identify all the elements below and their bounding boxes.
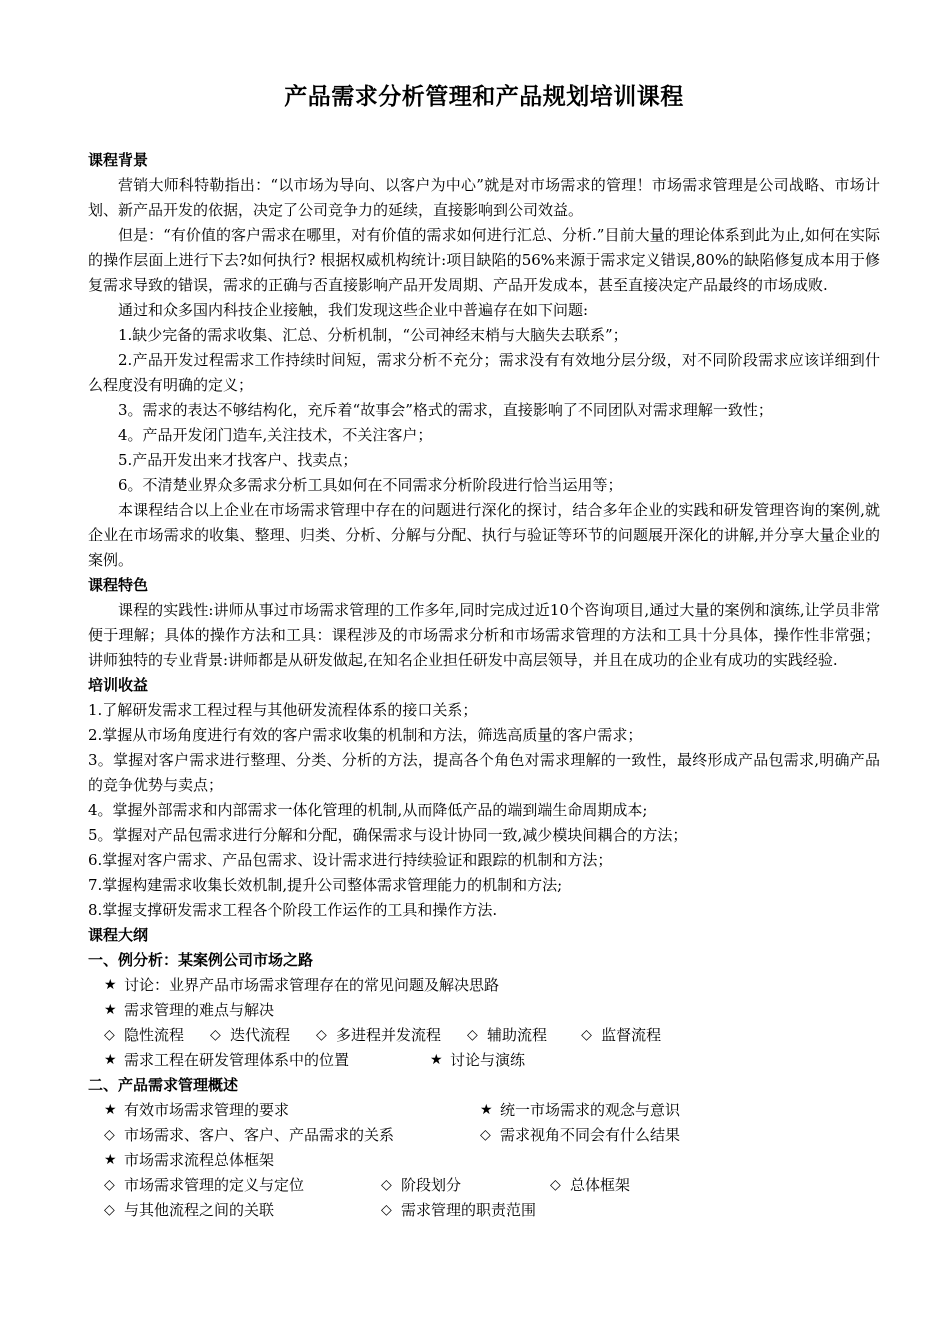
outline-entry-label: 需求工程在研发管理体系中的位置 <box>124 1051 350 1069</box>
outline-entry <box>550 1173 630 1198</box>
benefit-item: 4。掌握外部需求和内部需求一体化管理的机制,从而降低产品的端到端生命周期成本; <box>88 801 648 819</box>
outline-row <box>88 1098 880 1123</box>
outline-entry <box>104 1173 381 1198</box>
outline-entry-label: 多进程并发流程 <box>336 1026 442 1044</box>
star-icon: ★ <box>104 1102 117 1118</box>
diamond-icon: ◇ <box>381 1202 392 1218</box>
diamond-icon: ◇ <box>104 1202 115 1218</box>
outline-entry-label: 隐性流程 <box>124 1026 185 1044</box>
diamond-icon: ◇ <box>467 1027 478 1043</box>
document-page <box>88 80 880 1223</box>
paragraph: 营销大师科特勒指出：“以市场为导向、以客户为中心”就是对市场需求的管理！市场需求管理是公司战略、市场计划、新产品开发的依据，决定了公司竞争力的延续，直接影响到公司效益。 <box>88 176 880 219</box>
outline-entry <box>381 1173 550 1198</box>
diamond-icon: ◇ <box>381 1177 392 1193</box>
star-icon: ★ <box>480 1102 493 1118</box>
outline-entry <box>210 1023 290 1048</box>
outline-entry <box>581 1023 661 1048</box>
benefit-item: 6.掌握对客户需求、产品包需求、设计需求进行持续验证和跟踪的机制和方法； <box>88 851 613 869</box>
outline-row <box>88 1123 880 1148</box>
outline-entry-label: 与其他流程之间的关联 <box>124 1201 275 1219</box>
outline-entry-label: 统一市场需求的观念与意识 <box>500 1101 681 1119</box>
benefit-item: 2.掌握从市场角度进行有效的客户需求收集的机制和方法，筛选高质量的客户需求； <box>88 726 643 744</box>
outline-entry-label: 需求管理的难点与解决 <box>124 1001 275 1019</box>
outline-entry <box>104 1148 274 1173</box>
diamond-icon: ◇ <box>480 1127 491 1143</box>
outline-entry <box>480 1098 680 1123</box>
diamond-icon: ◇ <box>210 1027 221 1043</box>
star-icon: ★ <box>104 1002 117 1018</box>
star-icon: ★ <box>104 1152 117 1168</box>
benefit-item: 3。掌握对客户需求进行整理、分类、分析的方法，提高各个角色对需求理解的一致性，最终形成产品包需求,明确产品的竞争优势与卖点； <box>88 751 880 794</box>
paragraph: 课程的实践性:讲师从事过市场需求管理的工作多年,同时完成过近10个咨询项目,通过大量的案例和演练,让学员非常便于理解；具体的操作方法和工具：课程涉及的市场需求分析和市场需求管理的方法和工具十分具体，操作性非常强；讲师独特的专业背景:讲师都是从研发做起,在知名企业担任研发中高层领导，并且在成功的企业有成功的实践经验. <box>88 601 880 669</box>
outline-entry <box>467 1023 547 1048</box>
diamond-icon: ◇ <box>581 1027 592 1043</box>
diamond-icon: ◇ <box>104 1027 115 1043</box>
diamond-icon: ◇ <box>550 1177 561 1193</box>
star-icon: ★ <box>430 1052 443 1068</box>
benefit-item: 8.掌握支撑研发需求工程各个阶段工作运作的工具和操作方法. <box>88 901 498 919</box>
outline-entry-label: 辅助流程 <box>487 1026 548 1044</box>
problem-item: 2.产品开发过程需求工作持续时间短，需求分析不充分；需求没有有效地分层分级，对不同阶段需求应该详细到什么程度没有明确的定义； <box>88 351 880 394</box>
outline-section-heading: 一、例分析：某案例公司市场之路 <box>88 951 314 969</box>
outline-row <box>88 998 880 1023</box>
outline-section-heading: 二、产品需求管理概述 <box>88 1076 239 1094</box>
outline-row <box>88 1173 880 1198</box>
outline-entry <box>430 1048 525 1073</box>
outline-entry-label: 监督流程 <box>601 1026 662 1044</box>
paragraph: 但是：“有价值的客户需求在哪里，对有价值的需求如何进行汇总、分析.”目前大量的理论体系到此为止,如何在实际的操作层面上进行下去?如何执行? 根据权威机构统计:项目缺陷的56%来源于需求定义错误,80%的缺陷修复成本用于修复需求导致的错误，需求的正确与否直接影响产品开发周期、产品开发成本，甚至直接决定产品最终的市场成败. <box>88 226 880 294</box>
problem-item: 3。需求的表达不够结构化，充斥着“故事会”格式的需求，直接影响了不同团队对需求理解一致性； <box>118 401 773 419</box>
benefit-item: 5。掌握对产品包需求进行分解和分配，确保需求与设计协同一致,减少模块间耦合的方法； <box>88 826 688 844</box>
document-title: 产品需求分析管理和产品规划培训课程 <box>284 84 684 110</box>
outline-entry-label: 总体框架 <box>570 1176 631 1194</box>
outline-entry-label: 需求视角不同会有什么结果 <box>500 1126 681 1144</box>
outline-entry <box>480 1123 680 1148</box>
paragraph: 通过和众多国内科技企业接触，我们发现这些企业中普遍存在如下问题: <box>118 301 589 319</box>
outline-row <box>88 1198 880 1223</box>
outline-row <box>88 1023 880 1048</box>
section-heading-features: 课程特色 <box>88 576 149 594</box>
outline-entry-label: 讨论与演练 <box>450 1051 526 1069</box>
outline-entry-label: 讨论：业界产品市场需求管理存在的常见问题及解决思路 <box>124 976 500 994</box>
outline-entry-label: 有效市场需求管理的要求 <box>124 1101 290 1119</box>
outline-row <box>88 1048 880 1073</box>
benefit-item: 7.掌握构建需求收集长效机制,提升公司整体需求管理能力的机制和方法; <box>88 876 563 894</box>
outline-entry <box>104 973 499 998</box>
benefit-item: 1.了解研发需求工程过程与其他研发流程体系的接口关系； <box>88 701 478 719</box>
star-icon: ★ <box>104 977 117 993</box>
outline-entry <box>104 1023 184 1048</box>
problem-item: 4。产品开发闭门造车,关注技术，不关注客户； <box>118 426 433 444</box>
section-heading-outline: 课程大纲 <box>88 926 149 944</box>
star-icon: ★ <box>104 1052 117 1068</box>
outline-entry <box>316 1023 441 1048</box>
outline-entry-label: 市场需求、客户、客户、产品需求的关系 <box>124 1126 395 1144</box>
outline-entry <box>104 1098 480 1123</box>
outline-entry <box>104 1123 480 1148</box>
diamond-icon: ◇ <box>104 1127 115 1143</box>
diamond-icon: ◇ <box>104 1177 115 1193</box>
problem-item: 5.产品开发出来才找客户、找卖点； <box>118 451 358 469</box>
diamond-icon: ◇ <box>316 1027 327 1043</box>
problem-item: 6。不清楚业界众多需求分析工具如何在不同需求分析阶段进行恰当运用等； <box>118 476 623 494</box>
outline-entry-label: 阶段划分 <box>401 1176 462 1194</box>
problem-item: 1.缺少完备的需求收集、汇总、分析机制，“公司神经末梢与大脑失去联系”； <box>118 326 628 344</box>
outline-entry-label: 迭代流程 <box>230 1026 291 1044</box>
outline-row <box>88 973 880 998</box>
outline-entry <box>104 1048 430 1073</box>
outline-entry-label: 市场需求流程总体框架 <box>124 1151 275 1169</box>
section-heading-benefits: 培训收益 <box>88 676 149 694</box>
outline-row <box>88 1148 880 1173</box>
outline-entry <box>104 998 274 1023</box>
section-heading-background: 课程背景 <box>88 151 149 169</box>
outline-entry <box>381 1198 536 1223</box>
outline-entry-label: 市场需求管理的定义与定位 <box>124 1176 305 1194</box>
outline-entry-label: 需求管理的职责范围 <box>401 1201 537 1219</box>
outline-entry <box>104 1198 381 1223</box>
paragraph: 本课程结合以上企业在市场需求管理中存在的问题进行深化的探讨，结合多年企业的实践和研发管理咨询的案例,就企业在市场需求的收集、整理、归类、分析、分解与分配、执行与验证等环节的问题展开深化的讲解,并分享大量企业的案例。 <box>88 501 880 569</box>
